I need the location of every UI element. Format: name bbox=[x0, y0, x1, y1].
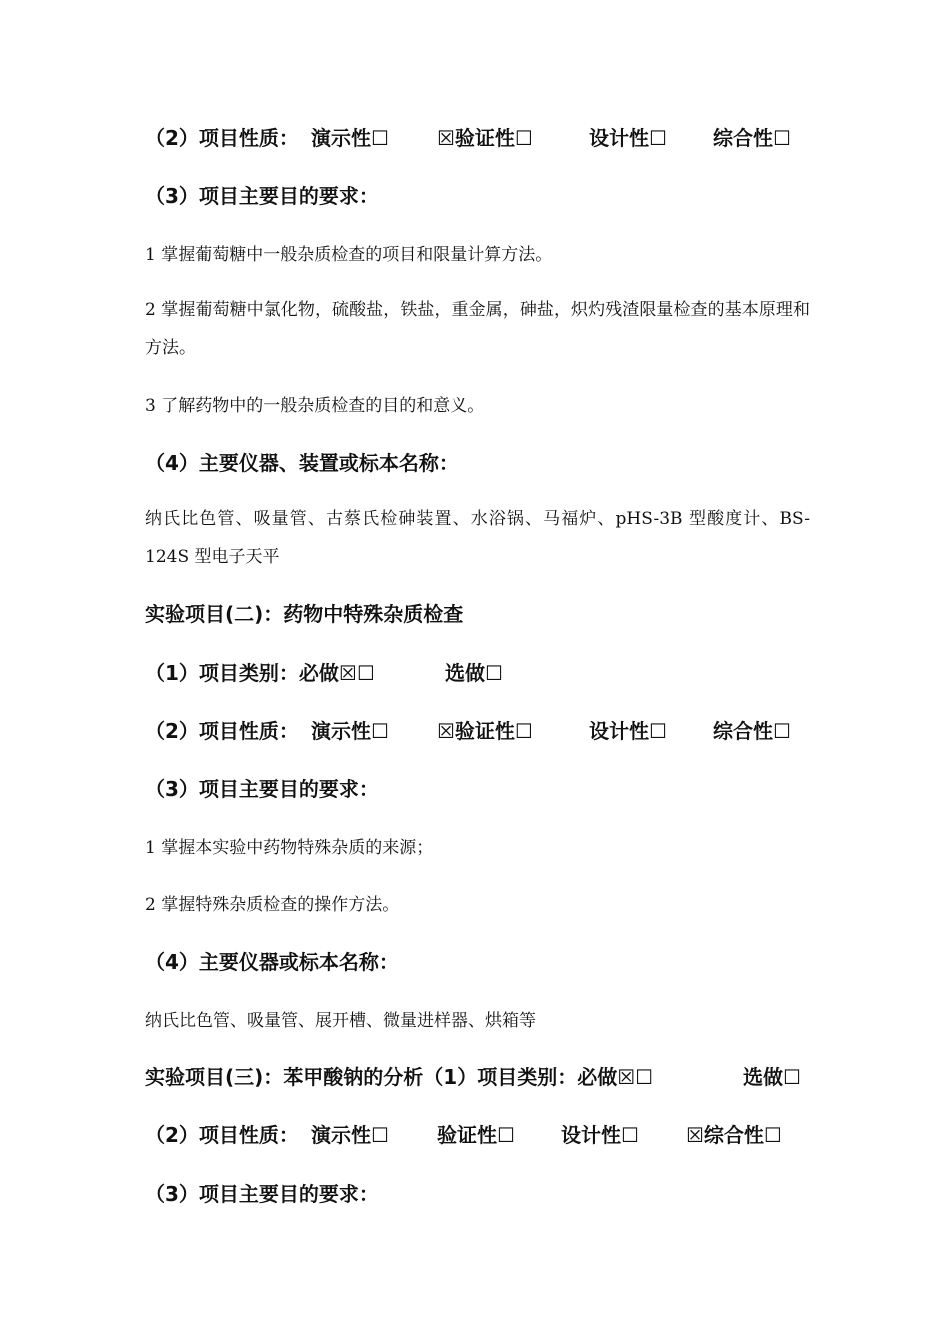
option-verification-checked[interactable]: ☒验证性☐ bbox=[437, 719, 533, 743]
option-comprehensive[interactable]: 综合性☐ bbox=[713, 126, 791, 150]
purpose-item-2-1: 1 掌握本实验中药物特殊杂质的来源； bbox=[145, 838, 434, 858]
option-demonstrative[interactable]: 演示性☐ bbox=[311, 126, 389, 150]
instruments-list-2: 纳氏比色管、吸量管、展开槽、微量进样器、烘箱等 bbox=[145, 1011, 536, 1031]
option-verification-checked[interactable]: ☒验证性☐ bbox=[437, 126, 533, 150]
purpose-item-3: 3 了解药物中的一般杂质检查的目的和意义。 bbox=[145, 396, 485, 416]
project-nature-label: （2）项目性质： bbox=[145, 1123, 299, 1147]
project-category-row-2: （1）项目类别：必做☒☐ bbox=[145, 661, 375, 685]
project-nature-row-2 bbox=[145, 717, 299, 745]
project-nature-row-1 bbox=[145, 124, 299, 152]
purpose-heading: （3）项目主要目的要求： bbox=[145, 184, 379, 208]
purpose-heading-2: （3）项目主要目的要求： bbox=[145, 777, 379, 801]
instruments-list: 纳氏比色管、吸量管、古蔡氏检砷装置、水浴锅、马福炉、pHS-3B 型酸度计、BS-124S 型电子天平 bbox=[145, 509, 810, 567]
experiment-3-title-category: 实验项目(三)：苯甲酸钠的分析（1）项目类别：必做☒☐ bbox=[145, 1065, 654, 1089]
purpose-heading-3: （3）项目主要目的要求： bbox=[145, 1182, 379, 1206]
option-demonstrative[interactable]: 演示性☐ bbox=[311, 1123, 389, 1147]
option-comprehensive-checked[interactable]: ☒综合性☐ bbox=[686, 1123, 782, 1147]
option-demonstrative[interactable]: 演示性☐ bbox=[311, 719, 389, 743]
option-design[interactable]: 设计性☐ bbox=[589, 719, 667, 743]
option-verification[interactable]: 验证性☐ bbox=[437, 1123, 515, 1147]
option-comprehensive[interactable]: 综合性☐ bbox=[713, 719, 791, 743]
option-optional[interactable]: 选做☐ bbox=[445, 661, 503, 685]
experiment-2-title: 实验项目(二)：药物中特殊杂质检查 bbox=[145, 602, 464, 626]
purpose-item-2: 2 掌握葡萄糖中氯化物，硫酸盐，铁盐，重金属，砷盐，炽灼残渣限量检查的基本原理和方法。 bbox=[145, 300, 810, 358]
project-nature-label: （2）项目性质： bbox=[145, 719, 299, 743]
purpose-item-2-2: 2 掌握特殊杂质检查的操作方法。 bbox=[145, 895, 400, 915]
project-nature-row-3 bbox=[145, 1121, 299, 1149]
option-optional[interactable]: 选做☐ bbox=[743, 1065, 801, 1089]
project-nature-label: （2）项目性质： bbox=[145, 126, 299, 150]
instruments-heading-2: （4）主要仪器或标本名称： bbox=[145, 950, 399, 974]
option-design[interactable]: 设计性☐ bbox=[561, 1123, 639, 1147]
purpose-item-1: 1 掌握葡萄糖中一般杂质检查的项目和限量计算方法。 bbox=[145, 245, 553, 265]
instruments-heading: （4）主要仪器、装置或标本名称： bbox=[145, 451, 459, 475]
option-design[interactable]: 设计性☐ bbox=[589, 126, 667, 150]
